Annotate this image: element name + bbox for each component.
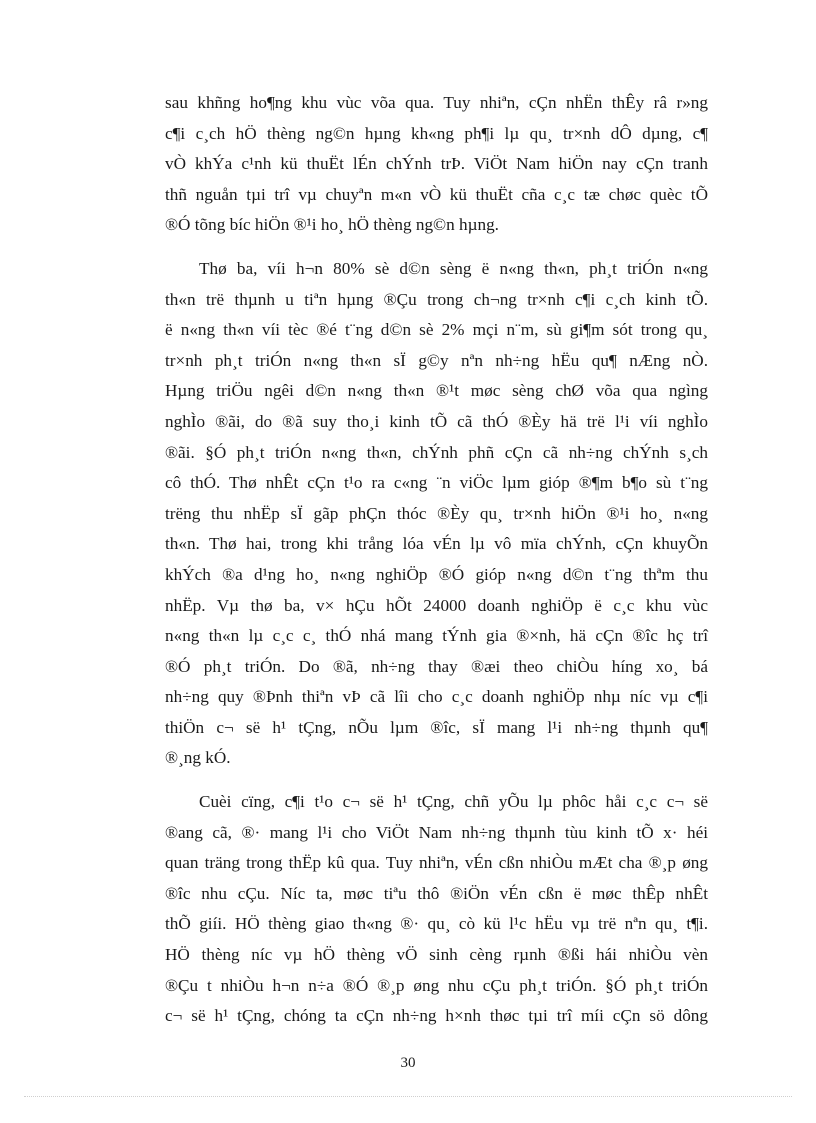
text-line: ®Ó ph¸t triÓn. Do ®ã, nh÷ng thay ®æi theo chiÒu híng xo¸ bá [165,656,708,676]
text-line: Hµng triÖu ngêi d©n n«ng th«n ®¹t møc sèng chØ võa qua ngìng [165,381,708,401]
text-line: nhËp. Vµ thø ba, v× hÇu hÕt 24000 doanh nghiÖp ë c¸c khu vùc [165,595,708,615]
paragraph-1 [165,88,708,241]
text-line: cô thÓ. Thø nhÊt cÇn t¹o ra c«ng ¨n viÖc lµm gióp ®¶m b¶o sù t¨ng [165,473,708,493]
text-line: trëng thu nhËp sÏ gãp phÇn thóc ®Èy qu¸ tr×nh hiÖn ®¹i ho¸ n«ng [165,503,708,523]
text-line: thiÖn c¬ së h¹ tÇng, nÕu lµm ®îc, sÏ mang l¹i nh÷ng thµnh qu¶ [165,717,708,737]
text-line: th«n. Thø hai, trong khi trång lóa vÉn lµ vô mïa chÝnh, cÇn khuyÕn [165,534,708,554]
text-line: quan träng trong thËp kû qua. Tuy nhiªn, vÉn cßn nhiÒu mÆt cha ®¸p øng [165,853,708,873]
text-line: ®Ó tõng bíc hiÖn ®¹i ho¸ hÖ thèng ng©n hµng. [165,215,499,235]
text-line: th«n trë thµnh u tiªn hµng ®Çu trong ch¬ng tr×nh c¶i c¸ch kinh tÕ. [165,289,708,309]
text-line: thÕ giíi. HÖ thèng giao th«ng ®· qu¸ cò kü l¹c hËu vµ trë nªn qu¸ t¶i. [165,914,708,934]
paragraph-2 [165,254,708,774]
paragraph-gap [165,241,708,254]
text-line: c¶i c¸ch hÖ thèng ng©n hµng kh«ng ph¶i lµ qu¸ tr×nh dÔ dµng, c¶ [165,123,708,143]
page-body [165,88,708,1032]
text-line: c¬ së h¹ tÇng, chóng ta cÇn nh÷ng h×nh thøc tµi trî míi cÇn sö dông [165,1006,708,1026]
text-line: Thø ba, víi h¬n 80% sè d©n sèng ë n«ng th«n, ph¸t triÓn n«ng [199,258,708,278]
text-line: tr×nh ph¸t triÓn n«ng th«n sÏ g©y nªn nh÷ng hËu qu¶ nÆng nÒ. [165,350,708,370]
text-line: sau khñng ho¶ng khu vùc võa qua. Tuy nhiªn, cÇn nhËn thÊy râ r»ng [165,93,708,112]
text-line: HÖ thèng níc vµ hÖ thèng vÖ sinh cèng rµnh ®ßi hái nhiÒu vèn [165,945,708,965]
text-line: nghÌo ®ãi, do ®ã suy tho¸i kinh tÕ cã thÓ ®Èy hä trë l¹i víi nghÌo [165,411,708,431]
text-line: ®ãi. §Ó ph¸t triÓn n«ng th«n, chÝnh phñ cÇn cã nh÷ng chÝnh s¸ch [165,442,708,462]
page-bottom-divider [24,1096,792,1097]
text-line: khÝch ®a d¹ng ho¸ n«ng nghiÖp ®Ó gióp n«ng d©n t¨ng thªm thu [165,564,708,584]
paragraph-3 [165,787,708,1032]
text-line: ë n«ng th«n víi tèc ®é t¨ng d©n sè 2% mçi n¨m, sù gi¶m sót trong qu¸ [165,320,708,340]
text-line: thñ nguån tµi trî vµ chuyªn m«n vÒ kü thuËt cña c¸c tæ chøc quèc tÕ [165,184,708,204]
text-line: ®ang cã, ®· mang l¹i cho ViÖt Nam nh÷ng thµnh tùu kinh tÕ x· héi [165,822,708,842]
text-line: n«ng th«n lµ c¸c c¸ thÓ nhá mang tÝnh gia ®×nh, hä cÇn ®îc hç trî [165,626,708,646]
text-line: Cuèi cïng, c¶i t¹o c¬ së h¹ tÇng, chñ yÕu lµ phôc håi c¸c c¬ së [199,792,708,812]
page-number: 30 [400,1055,416,1071]
text-line: ®¸ng kÓ. [165,748,231,768]
text-line: ®Çu t nhiÒu h¬n n÷a ®Ó ®¸p øng nhu cÇu ph¸t triÓn. §Ó ph¸t triÓn [165,975,708,995]
paragraph-gap [165,774,708,787]
text-line: ®îc nhu cÇu. Níc ta, møc tiªu thô ®iÖn vÉn cßn ë møc thÊp nhÊt [165,883,708,903]
text-line: vÒ khÝa c¹nh kü thuËt lÉn chÝnh trÞ. ViÖt Nam hiÖn nay cÇn tranh [165,154,708,174]
text-line: nh÷ng quy ®Þnh thiªn vÞ cã lîi cho c¸c doanh nghiÖp nhµ níc vµ c¶i [165,687,708,707]
